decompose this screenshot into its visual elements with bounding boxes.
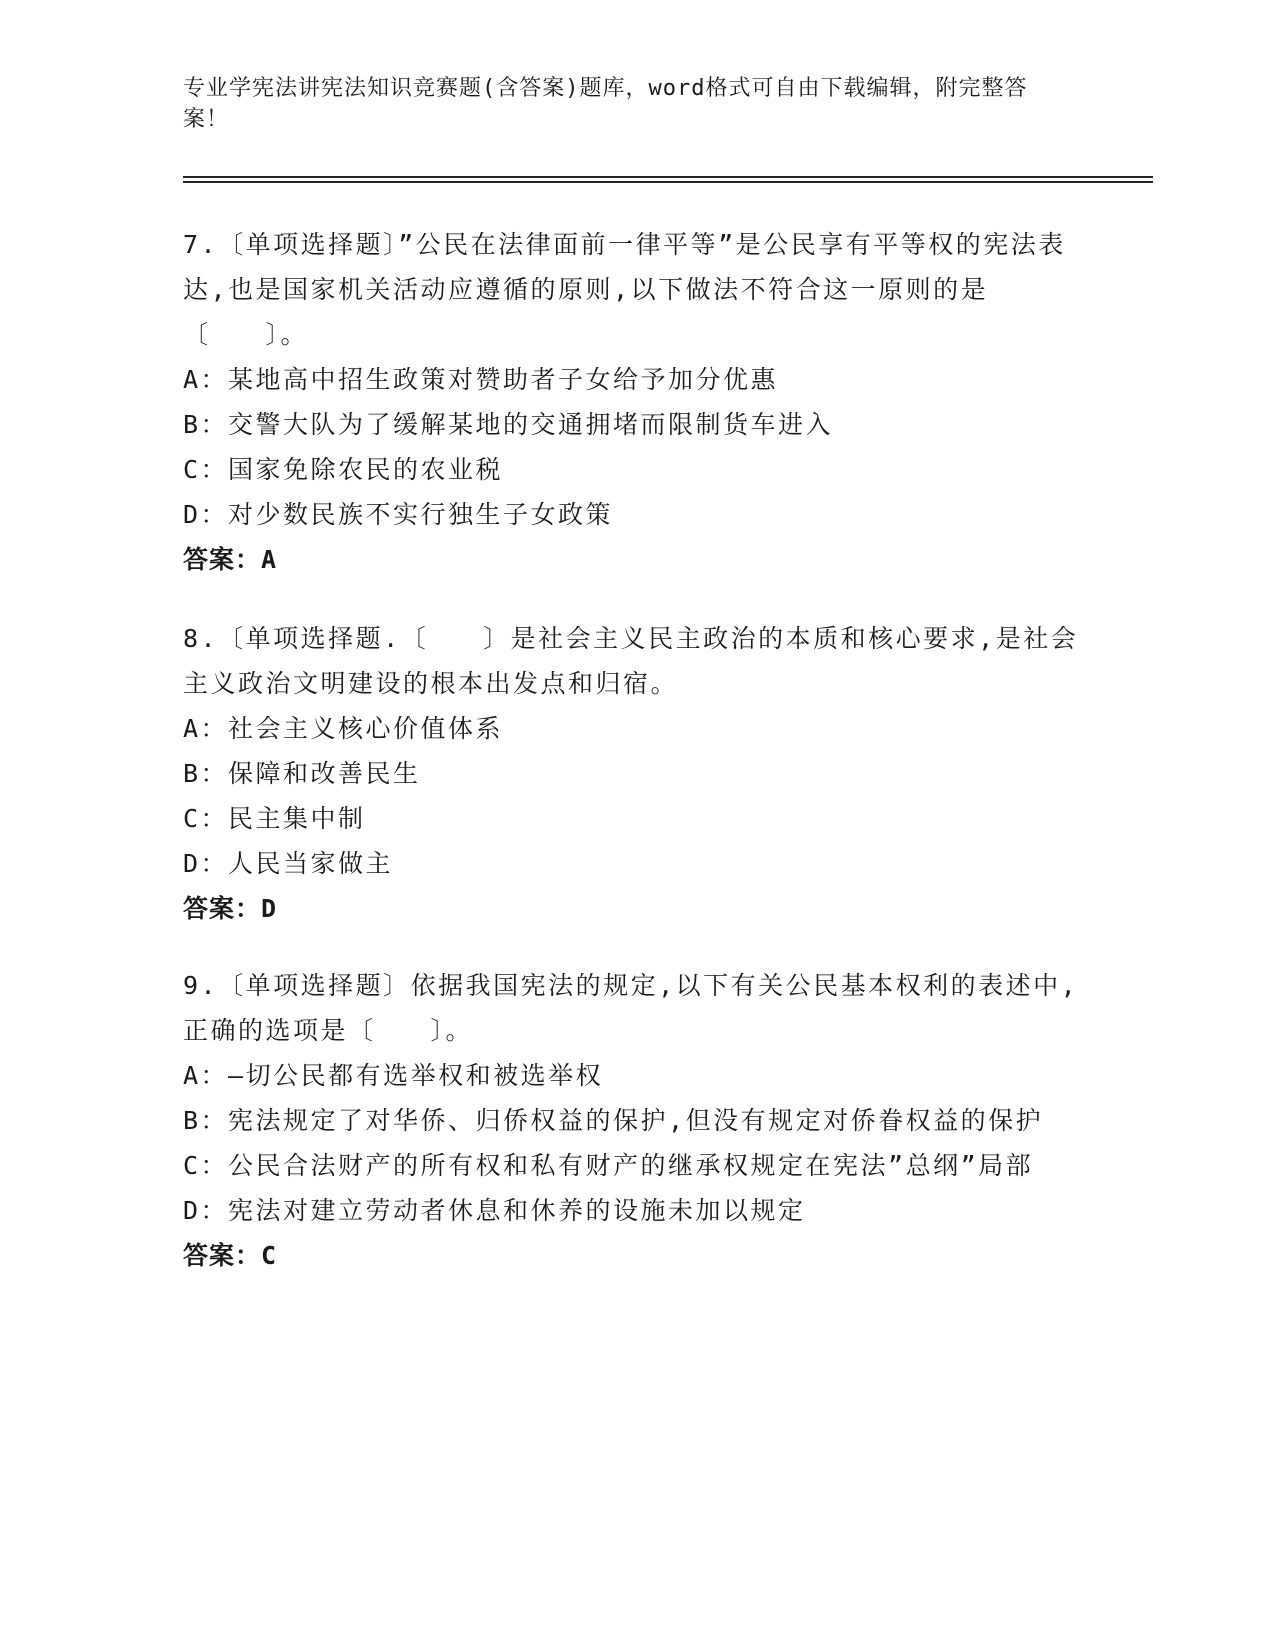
option-b: B：交警大队为了缓解某地的交通拥堵而限制货车进入 xyxy=(183,410,834,439)
answer-value: D xyxy=(261,894,278,923)
answer-label: 答案： xyxy=(183,894,262,923)
header-divider-bottom xyxy=(183,181,1153,183)
answer-line xyxy=(183,886,1083,931)
question-9 xyxy=(183,963,1083,1278)
answer-label: 答案： xyxy=(183,1241,262,1270)
option-d: D：宪法对建立劳动者休息和休养的设施未加以规定 xyxy=(183,1196,806,1225)
question-8 xyxy=(183,616,1083,931)
option-c: C：国家免除农民的农业税 xyxy=(183,455,504,484)
option-a: A：—切公民都有选举权和被选举权 xyxy=(183,1061,604,1090)
question-7 xyxy=(183,222,1083,582)
question-stem: 7.〔单项选择题〕”公民在法律面前一律平等”是公民享有平等权的宪法表达,也是国家机关活动应遵循的原则,以下做法不符合这一原则的是〔 〕。 xyxy=(183,230,1066,349)
answer-line xyxy=(183,537,1083,582)
option-c: C：民主集中制 xyxy=(183,804,366,833)
answer-label: 答案： xyxy=(183,545,262,574)
option-d: D：对少数民族不实行独生子女政策 xyxy=(183,500,614,529)
question-stem: 8.〔单项选择题.〔 〕是社会主义民主政治的本质和核心要求,是社会主义政治文明建设的根本出发点和归宿。 xyxy=(183,624,1079,698)
option-a: A：某地高中招生政策对赞助者子女给予加分优惠 xyxy=(183,365,779,394)
option-a: A：社会主义核心价值体系 xyxy=(183,714,504,743)
question-stem: 9.〔单项选择题〕依据我国宪法的规定,以下有关公民基本权利的表述中,正确的选项是〔 〕。 xyxy=(183,971,1079,1045)
option-b: B：保障和改善民生 xyxy=(183,759,421,788)
answer-line xyxy=(183,1233,1083,1278)
option-d: D：人民当家做主 xyxy=(183,849,394,878)
answer-value: A xyxy=(261,545,278,574)
header-divider-top xyxy=(183,176,1153,178)
answer-value: C xyxy=(261,1241,278,1270)
option-c: C：公民合法财产的所有权和私有财产的继承权规定在宪法”总纲”局部 xyxy=(183,1151,1034,1180)
option-b: B：宪法规定了对华侨、归侨权益的保护,但没有规定对侨眷权益的保护 xyxy=(183,1106,1044,1135)
document-header: 专业学宪法讲宪法知识竞赛题(含答案)题库，word格式可自由下载编辑，附完整答案！ xyxy=(183,76,1028,132)
